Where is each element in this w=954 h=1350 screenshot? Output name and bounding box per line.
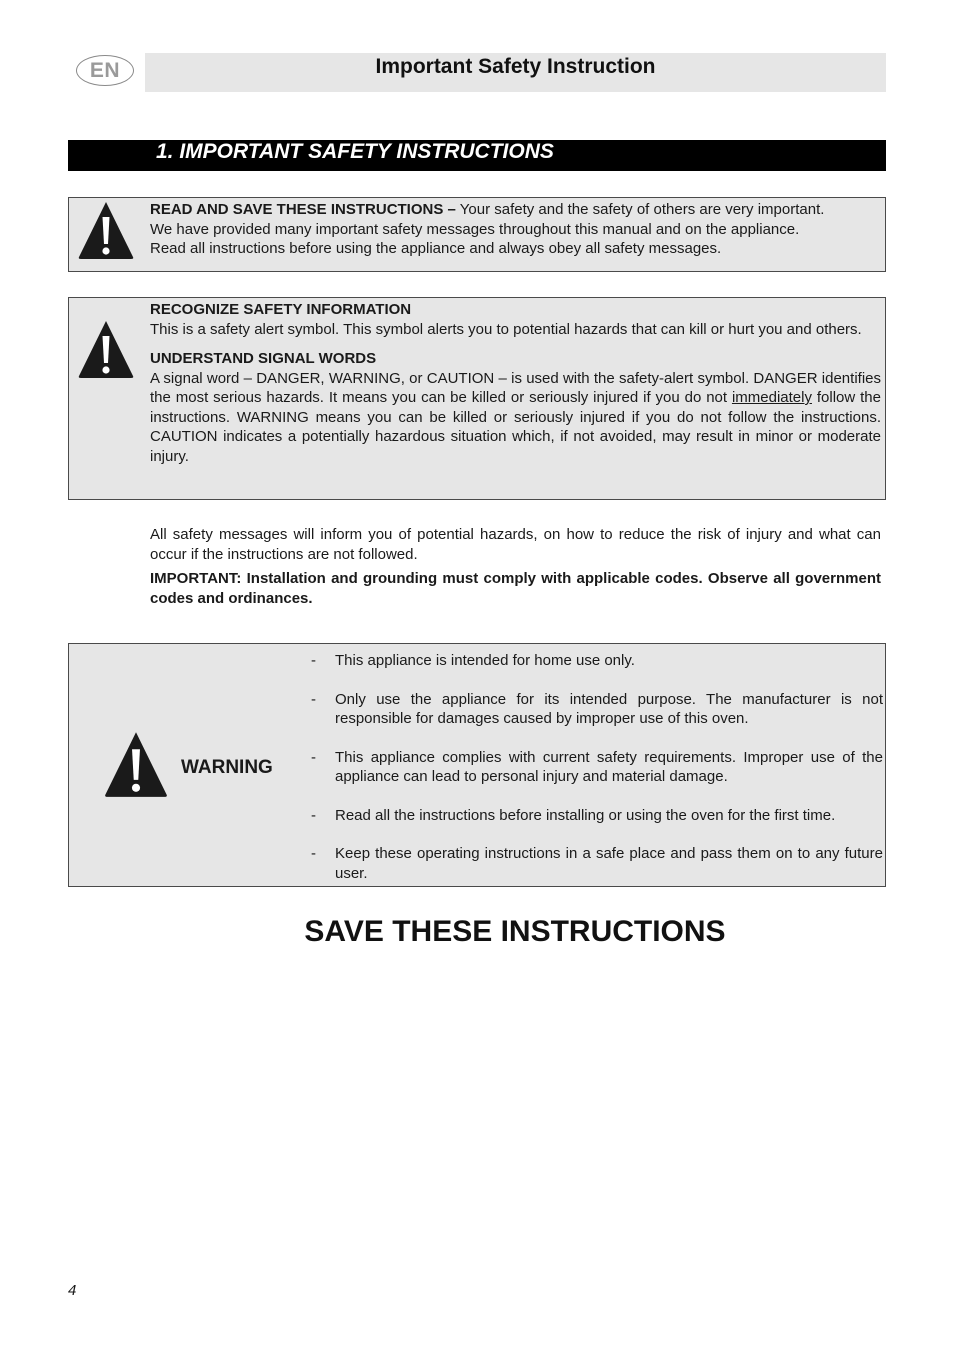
signal-words-underlined: immediately [731,389,812,406]
important-notice: IMPORTANT: Installation and grounding must comply with applicable codes. Observe all government codes and ordinances. [150,570,881,607]
signal-words-text-b: follow the instructions. WARNING means you can be killed or seriously injured if you do not follow the instructions. CAUTION indicates a potentially hazardous situation which, if not avoided, may result in minor or moderate injury. [150,389,881,465]
signal-words-heading: UNDERSTAND SIGNAL WORDS [150,350,377,367]
recognize-heading: RECOGNIZE SAFETY INFORMATION [150,301,412,318]
warning-item: - This appliance is intended for home use only. [310,651,883,671]
read-save-heading: READ AND SAVE THESE INSTRUCTIONS – [150,201,456,218]
page-number: 4 [68,1282,77,1299]
signal-words-text-a: A signal word – DANGER, WARNING, or CAUTION – is used with the safety-alert symbol. DANGER identifies the most serious hazards. It means you can be killed or seriously injured if you do not [150,369,881,406]
read-save-line1: Your safety and the safety of others are very important. [455,201,825,218]
warning-triangle-icon [77,200,135,260]
warning-item: - Keep these operating instructions in a safe place and pass them on to any future user. [310,844,883,883]
save-instructions-title: SAVE THESE INSTRUCTIONS [304,915,726,948]
warning-list [310,651,883,883]
section-title: 1. IMPORTANT SAFETY INSTRUCTIONS [156,140,554,163]
warning-item: - Only use the appliance for its intended purpose. The manufacturer is not responsible for damages caused by improper use of this oven. [310,690,883,729]
warning-label: WARNING [181,757,273,778]
warning-triangle-icon [103,730,169,798]
warning-triangle-icon [77,319,135,379]
recognize-text: This is a safety alert symbol. This symbol alerts you to potential hazards that can kill or hurt you and others. [150,320,862,338]
read-save-line3: Read all instructions before using the appliance and always obey all safety messages. [150,240,722,257]
page-header-title: Important Safety Instruction [375,55,656,78]
language-badge: EN [76,55,134,86]
recognize-safety-text [150,300,881,466]
safety-messages-paragraph: All safety messages will inform you of potential hazards, on how to reduce the risk of injury and what can occur if the instructions are not followed. [150,526,881,563]
read-save-line2: We have provided many important safety messages throughout this manual and on the appliance. [150,220,800,238]
signal-words-text [150,369,881,467]
read-save-text [150,200,881,259]
warning-item: - Read all the instructions before installing or using the oven for the first time. [310,806,883,826]
warning-item: - This appliance complies with current safety requirements. Improper use of the appliance can lead to personal injury and material damage. [310,748,883,787]
